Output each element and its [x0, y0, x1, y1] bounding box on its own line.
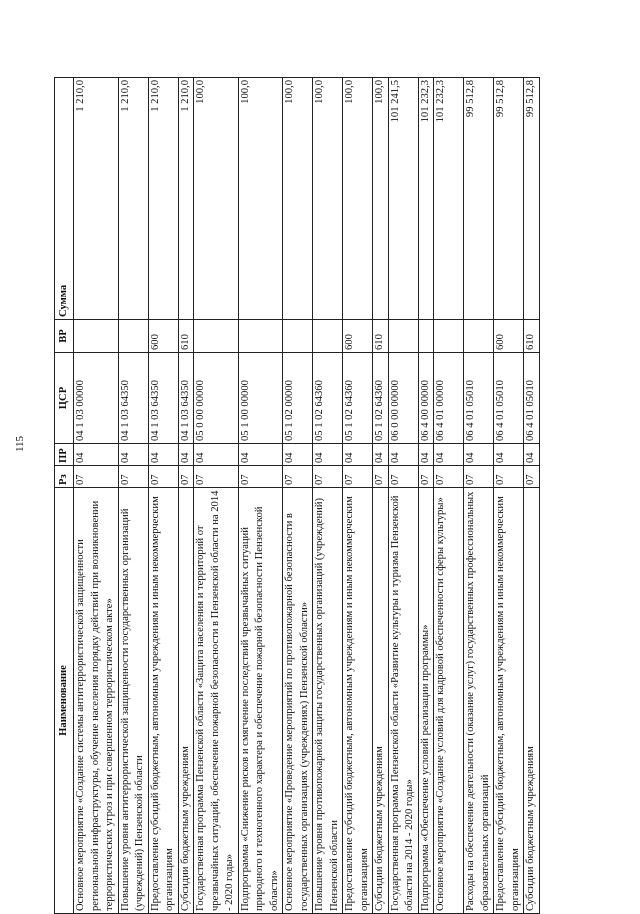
- table-row: [373, 78, 389, 914]
- cell-name: Подпрограмма «Обеспечение условий реализации программы»: [418, 488, 434, 914]
- cell-sum: 1 210,0: [148, 78, 178, 320]
- cell-sum: 101 232,3: [418, 78, 434, 320]
- cell-csr: 06 4 01 05010: [464, 353, 494, 444]
- cell-vr: 610: [524, 320, 540, 353]
- table-row: [238, 78, 283, 914]
- cell-name: Основное мероприятие «Создание системы антитеррористической защищенности региональной инфраструктуры, обучение населения порядку действий при возникновении террористических угроз и при совершенном террористическом акте»: [74, 488, 119, 914]
- rotated-budget-table-container: [54, 78, 591, 914]
- cell-pr: 04: [74, 444, 119, 466]
- cell-name: Повышение уровня противопожарной защиты государственных организаций (учреждений) Пензенской области: [313, 488, 343, 914]
- cell-sum: 99 512,8: [494, 78, 524, 320]
- cell-rz: 07: [148, 466, 178, 488]
- cell-csr: 05 1 02 64360: [373, 353, 389, 444]
- cell-vr: 600: [343, 320, 373, 353]
- table-row: [148, 78, 178, 914]
- cell-sum: 1 210,0: [118, 78, 148, 320]
- cell-pr: 04: [283, 444, 313, 466]
- cell-pr: 04: [524, 444, 540, 466]
- cell-sum: 99 512,8: [464, 78, 494, 320]
- cell-csr: 05 0 00 00000: [194, 353, 239, 444]
- cell-csr: 05 1 02 00000: [283, 353, 313, 444]
- table-row: [494, 78, 524, 914]
- cell-vr: [418, 320, 434, 353]
- cell-pr: 04: [494, 444, 524, 466]
- cell-csr: 06 4 01 05010: [494, 353, 524, 444]
- table-row: [388, 78, 418, 914]
- cell-sum: 100,0: [194, 78, 239, 320]
- header-rz: Рз: [55, 466, 74, 488]
- cell-vr: [313, 320, 343, 353]
- table-row: [74, 78, 119, 914]
- cell-csr: 06 4 01 05010: [524, 353, 540, 444]
- cell-name: Расходы на обеспечение деятельности (оказание услуг) государственных профессиональных образовательных организаций: [464, 488, 494, 914]
- table-header-row: [55, 78, 74, 914]
- cell-pr: 04: [148, 444, 178, 466]
- cell-vr: [118, 320, 148, 353]
- cell-vr: [434, 320, 464, 353]
- cell-rz: 07: [194, 466, 239, 488]
- cell-csr: 05 1 02 64360: [313, 353, 343, 444]
- cell-rz: 07: [313, 466, 343, 488]
- cell-vr: [238, 320, 283, 353]
- cell-sum: 101 241,5: [388, 78, 418, 320]
- cell-name: Государственная программа Пензенской области «Развитие культуры и туризма Пензенской области на 2014 - 2020 годы»: [388, 488, 418, 914]
- cell-csr: 06 4 01 00000: [434, 353, 464, 444]
- cell-vr: [74, 320, 119, 353]
- header-pr: ПР: [55, 444, 74, 466]
- cell-sum: 101 232,3: [434, 78, 464, 320]
- cell-pr: 04: [418, 444, 434, 466]
- budget-table: [54, 77, 540, 914]
- page-number: 115: [14, 435, 26, 453]
- cell-rz: 07: [418, 466, 434, 488]
- cell-pr: 04: [313, 444, 343, 466]
- header-csr: ЦСР: [55, 353, 74, 444]
- cell-vr: 610: [178, 320, 194, 353]
- cell-name: Предоставление субсидий бюджетным, автономным учреждениям и иным некоммерческим организациям: [148, 488, 178, 914]
- cell-pr: 04: [194, 444, 239, 466]
- table-row: [524, 78, 540, 914]
- table-row: [464, 78, 494, 914]
- cell-name: Государственная программа Пензенской области «Защита населения и территорий от чрезвычайных ситуаций, обеспечение пожарной безопасности в Пензенской области на 2014 - 2020 годы»: [194, 488, 239, 914]
- cell-csr: 04 1 03 64350: [148, 353, 178, 444]
- cell-name: Субсидии бюджетным учреждениям: [524, 488, 540, 914]
- cell-vr: 600: [494, 320, 524, 353]
- cell-pr: 04: [118, 444, 148, 466]
- cell-sum: 1 210,0: [178, 78, 194, 320]
- cell-name: Предоставление субсидий бюджетным, автономным учреждениям и иным некоммерческим организациям: [494, 488, 524, 914]
- cell-rz: 07: [524, 466, 540, 488]
- cell-pr: 04: [464, 444, 494, 466]
- header-name: Наименование: [55, 488, 74, 914]
- cell-csr: 06 0 00 00000: [388, 353, 418, 444]
- header-sum: Сумма: [55, 78, 74, 320]
- cell-vr: [194, 320, 239, 353]
- cell-rz: 07: [434, 466, 464, 488]
- cell-name: Субсидии бюджетным учреждениям: [178, 488, 194, 914]
- cell-pr: 04: [373, 444, 389, 466]
- cell-pr: 04: [343, 444, 373, 466]
- header-vr: ВР: [55, 320, 74, 353]
- cell-rz: 07: [74, 466, 119, 488]
- cell-rz: 07: [494, 466, 524, 488]
- cell-csr: 05 1 02 64360: [343, 353, 373, 444]
- cell-csr: 04 1 03 64350: [178, 353, 194, 444]
- cell-sum: 1 210,0: [74, 78, 119, 320]
- cell-vr: [464, 320, 494, 353]
- cell-pr: 04: [434, 444, 464, 466]
- cell-name: Подпрограмма «Снижение рисков и смягчение последствий чрезвычайных ситуаций природного и техногенного характера и обеспечение пожарной безопасности Пензенской области»: [238, 488, 283, 914]
- cell-pr: 04: [238, 444, 283, 466]
- cell-vr: [388, 320, 418, 353]
- cell-sum: 100,0: [343, 78, 373, 320]
- cell-vr: 610: [373, 320, 389, 353]
- cell-csr: 04 1 03 64350: [118, 353, 148, 444]
- cell-sum: 100,0: [373, 78, 389, 320]
- cell-pr: 04: [388, 444, 418, 466]
- cell-name: Повышение уровня антитеррористической защищенности государственных организаций (учреждений) Пензенской области: [118, 488, 148, 914]
- table-row: [178, 78, 194, 914]
- cell-name: Основное мероприятие «Проведение мероприятий по противопожарной безопасности в государственных организациях (учреждениях) Пензенской области»: [283, 488, 313, 914]
- cell-rz: 07: [343, 466, 373, 488]
- cell-vr: 600: [148, 320, 178, 353]
- cell-name: Субсидии бюджетным учреждениям: [373, 488, 389, 914]
- cell-rz: 07: [388, 466, 418, 488]
- cell-name: Основное мероприятие «Создание условий для кадровой обеспеченности сферы культуры»: [434, 488, 464, 914]
- table-row: [313, 78, 343, 914]
- cell-vr: [283, 320, 313, 353]
- table-row: [434, 78, 464, 914]
- cell-sum: 99 512,8: [524, 78, 540, 320]
- cell-csr: 06 4 00 00000: [418, 353, 434, 444]
- cell-pr: 04: [178, 444, 194, 466]
- cell-rz: 07: [373, 466, 389, 488]
- table-row: [343, 78, 373, 914]
- table-row: [418, 78, 434, 914]
- table-row: [118, 78, 148, 914]
- table-row: [194, 78, 239, 914]
- cell-sum: 100,0: [283, 78, 313, 320]
- cell-rz: 07: [238, 466, 283, 488]
- cell-rz: 07: [178, 466, 194, 488]
- cell-sum: 100,0: [238, 78, 283, 320]
- cell-rz: 07: [464, 466, 494, 488]
- cell-csr: 04 1 03 00000: [74, 353, 119, 444]
- cell-rz: 07: [283, 466, 313, 488]
- cell-csr: 05 1 00 00000: [238, 353, 283, 444]
- cell-sum: 100,0: [313, 78, 343, 320]
- cell-name: Предоставление субсидий бюджетным, автономным учреждениям и иным некоммерческим организациям: [343, 488, 373, 914]
- cell-rz: 07: [118, 466, 148, 488]
- table-row: [283, 78, 313, 914]
